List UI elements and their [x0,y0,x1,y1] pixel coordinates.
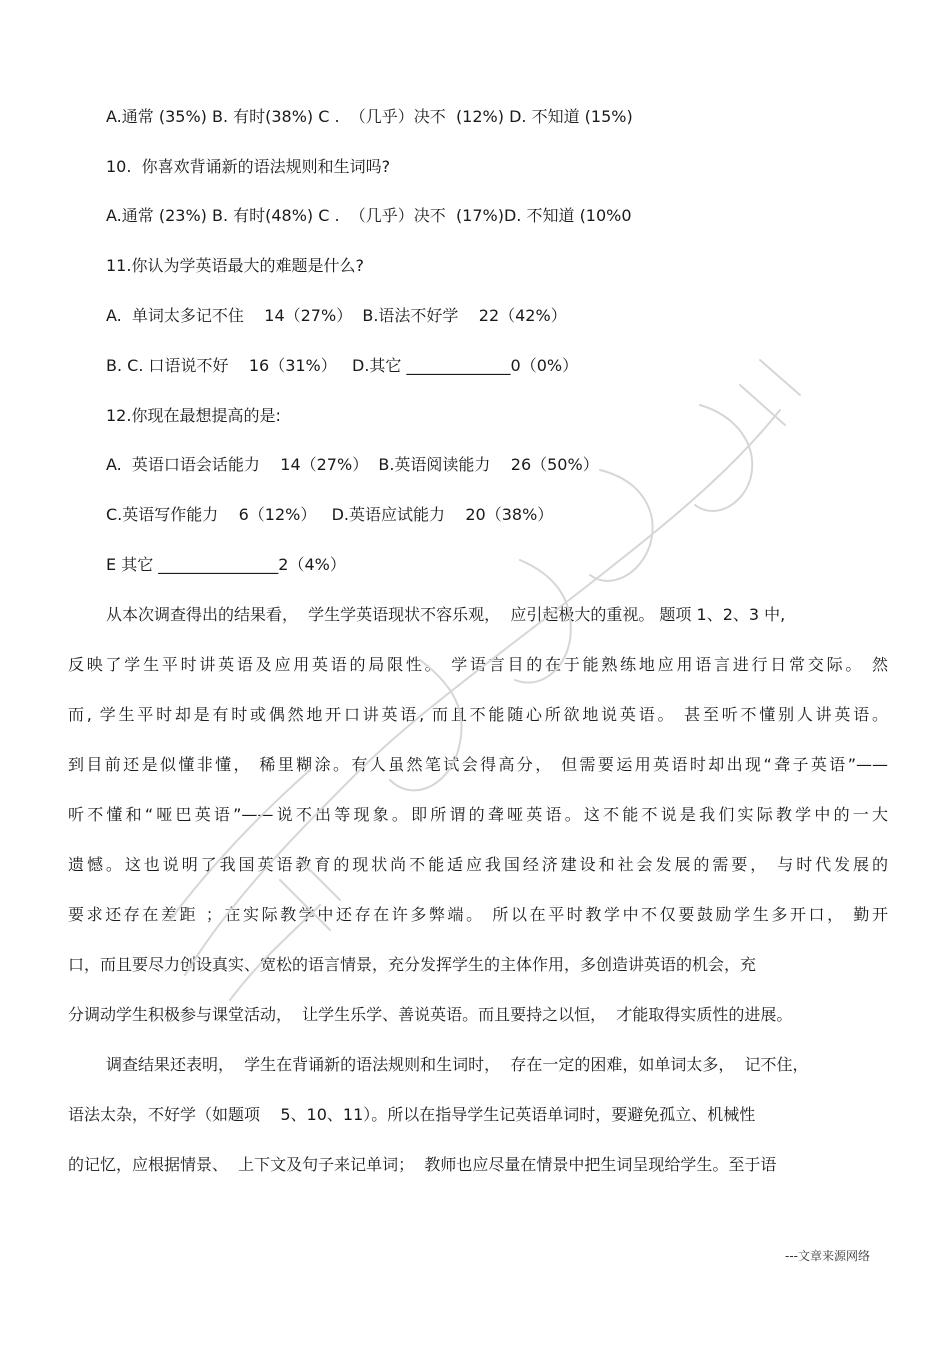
paragraph-1-line: 从本次调查得出的结果看， 学生学英语现状不容乐观， 应引起极大的重视。 题项 1、2、3 中, [106,605,786,624]
paragraph-2-line: 语法太杂，不好学（如题项 5、10、11）。所以在指导学生记英语单词时，要避免孤立、机械性 [68,1105,756,1124]
paragraph-1-line: 反映了学生平时讲英语及应用英语的局限性。 学语言目的在于能熟练地应用语言进行日常交际。 然 [68,655,888,674]
source-footer: ---文章来源网络 [785,1249,870,1263]
answer-line-10: A.通常 (23%) B. 有时(48%) C . （几乎）决不 (17%)D. 不知道 (10%0 [106,206,632,225]
paragraph-1-line: 口，而且要尽力创设真实、宽松的语言情景，充分发挥学生的主体作用，多创造讲英语的机会，充 [68,955,757,974]
answer-line-12-c: E 其它 _______________2（4%） [106,555,346,574]
paragraph-2-line: 调查结果还表明， 学生在背诵新的语法规则和生词时， 存在一定的困难，如单词太多， 记不住， [106,1055,809,1074]
paragraph-1-line: 分调动学生积极参与课堂活动， 让学生乐学、善说英语。而且要持之以恒， 才能取得实质性的进展。 [68,1005,793,1024]
question-11: 11.你认为学英语最大的难题是什么? [106,256,364,275]
paragraph-1-line: 到目前还是似懂非懂， 稀里糊涂。有人虽然笔试会得高分， 但需要运用英语时却出现“聋子英语”—— [68,755,888,774]
paragraph-1-line: 遗憾。这也说明了我国英语教育的现状尚不能适应我国经济建设和社会发展的需要， 与时代发展的 [68,855,888,874]
answer-line-11-b: B. C. 口语说不好 16（31%） D.其它 _____________0（0%） [106,356,579,375]
question-10: 10. 你喜欢背诵新的语法规则和生词吗? [106,157,391,176]
paragraph-2-line: 的记忆，应根据情景、 上下文及句子来记单词； 教师也应尽量在情景中把生词呈现给学生。至于语 [68,1155,777,1174]
question-12: 12.你现在最想提高的是: [106,406,281,425]
answer-line-9: A.通常 (35%) B. 有时(38%) C . （几乎）决不 (12%) D. 不知道 (15%) [106,107,633,126]
answer-line-12-a: A. 英语口语会话能力 14（27%） B.英语阅读能力 26（50%） [106,455,599,474]
paragraph-1-line: 要求还存在差距 ；在实际教学中还存在许多弊端。 所以在平时教学中不仅要鼓励学生多开口， 勤开 [68,905,888,924]
answer-line-11-a: A. 单词太多记不住 14（27%） B.语法不好学 22（42%） [106,306,567,325]
answer-line-12-b: C.英语写作能力 6（12%） D.英语应试能力 20（38%） [106,505,554,524]
paragraph-1-line: 而, 学生平时却是有时或偶然地开口讲英语, 而且不能随心所欲地说英语。 甚至听不懂别人讲英语。 [68,705,888,724]
paragraph-1-line: 听不懂和“哑巴英语”——说不出等现象。即所谓的聋哑英语。这不能不说是我们实际教学中的一大 [68,805,888,824]
